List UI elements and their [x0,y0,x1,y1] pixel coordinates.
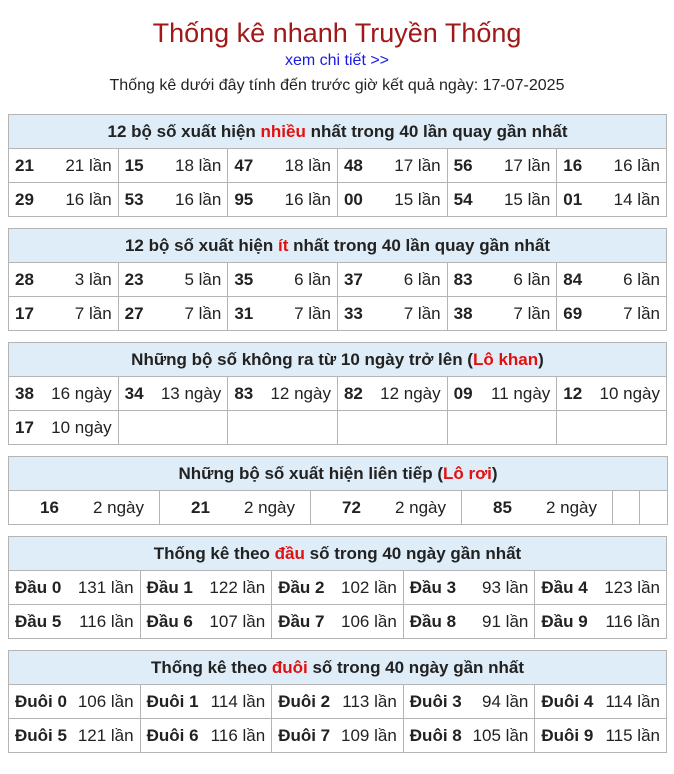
stat-cell: Đuôi 2 113 lần [272,685,404,719]
number-cell: 72 2 ngày [311,491,462,525]
number-cell: 27 7 lần [118,297,228,331]
section-title: 12 bộ số xuất hiện ít nhất trong 40 lần quay gần nhất [9,229,667,263]
number-cell: 85 2 ngày [462,491,613,525]
number-cell: 17 7 lần [9,297,119,331]
stat-cell: Đầu 0 131 lần [9,571,141,605]
stat-cell: Đuôi 9 115 lần [535,719,667,753]
page-title: Thống kê nhanh Truyền Thống [152,18,522,48]
number-cell: 83 6 lần [447,263,557,297]
empty-cell [613,491,640,525]
empty-cell [228,411,338,445]
stat-cell: Đầu 3 93 lần [403,571,535,605]
number-cell: 23 5 lần [118,263,228,297]
stat-cell: Đầu 7 106 lần [272,605,404,639]
section-title: Thống kê theo đuôi số trong 40 ngày gần nhất [9,651,667,685]
number-cell: 28 3 lần [9,263,119,297]
number-cell: 53 16 lần [118,183,228,217]
stat-cell: Đầu 5 116 lần [9,605,141,639]
number-cell: 48 17 lần [337,149,447,183]
number-cell: 16 2 ngày [9,491,160,525]
number-cell: 33 7 lần [337,297,447,331]
number-cell: 35 6 lần [228,263,338,297]
number-cell: 00 15 lần [337,183,447,217]
stat-cell: Đuôi 4 114 lần [535,685,667,719]
table-row [9,491,668,525]
table-row [9,297,667,331]
number-cell: 82 12 ngày [337,377,447,411]
stat-cell: Đuôi 0 106 lần [9,685,141,719]
page-subtitle: Thống kê dưới đây tính đến trước giờ kết quả ngày: 17-07-2025 [109,77,565,94]
section-title: Những bộ số xuất hiện liên tiếp (Lô rơi) [9,457,668,491]
number-cell: 37 6 lần [337,263,447,297]
number-cell: 34 13 ngày [118,377,228,411]
number-cell: 56 17 lần [447,149,557,183]
number-cell: 38 7 lần [447,297,557,331]
number-cell: 83 12 ngày [228,377,338,411]
table-row [9,263,667,297]
section-title: Thống kê theo đầu số trong 40 ngày gần nhất [9,537,667,571]
section-title: Những bộ số không ra từ 10 ngày trở lên (Lô khan) [9,343,667,377]
number-cell: 16 16 lần [557,149,667,183]
lo-khan-table [8,342,667,445]
number-cell: 09 11 ngày [447,377,557,411]
page-header [0,16,674,96]
stat-cell: Đuôi 3 94 lần [403,685,535,719]
most-frequent-table [8,114,667,217]
stat-cell: Đuôi 1 114 lần [140,685,272,719]
number-cell: 31 7 lần [228,297,338,331]
table-row [9,571,667,605]
lo-roi-table [8,456,668,525]
number-cell: 17 10 ngày [9,411,119,445]
stat-cell: Đầu 9 116 lần [535,605,667,639]
stat-cell: Đuôi 7 109 lần [272,719,404,753]
number-cell: 29 16 lần [9,183,119,217]
least-frequent-table [8,228,667,331]
table-row [9,411,667,445]
number-cell: 21 21 lần [9,149,119,183]
table-row [9,685,667,719]
stat-cell: Đầu 2 102 lần [272,571,404,605]
number-cell: 12 10 ngày [557,377,667,411]
table-row [9,719,667,753]
stat-cell: Đầu 1 122 lần [140,571,272,605]
empty-cell [557,411,667,445]
table-row [9,183,667,217]
number-cell: 69 7 lần [557,297,667,331]
table-row [9,377,667,411]
number-cell: 21 2 ngày [160,491,311,525]
number-cell: 47 18 lần [228,149,338,183]
dau-stats-table [8,536,667,639]
stat-cell: Đầu 8 91 lần [403,605,535,639]
empty-cell [337,411,447,445]
duoi-stats-table [8,650,667,753]
number-cell: 54 15 lần [447,183,557,217]
table-row [9,605,667,639]
number-cell: 84 6 lần [557,263,667,297]
number-cell: 38 16 ngày [9,377,119,411]
empty-cell [447,411,557,445]
stat-cell: Đuôi 6 116 lần [140,719,272,753]
table-row [9,149,667,183]
number-cell: 95 16 lần [228,183,338,217]
empty-cell [640,491,668,525]
empty-cell [118,411,228,445]
stat-cell: Đầu 6 107 lần [140,605,272,639]
section-title: 12 bộ số xuất hiện nhiều nhất trong 40 lần quay gần nhất [9,115,667,149]
number-cell: 01 14 lần [557,183,667,217]
stat-cell: Đuôi 8 105 lần [403,719,535,753]
stat-cell: Đuôi 5 121 lần [9,719,141,753]
stat-cell: Đầu 4 123 lần [535,571,667,605]
number-cell: 15 18 lần [118,149,228,183]
view-details-link[interactable]: xem chi tiết >> [284,52,390,69]
